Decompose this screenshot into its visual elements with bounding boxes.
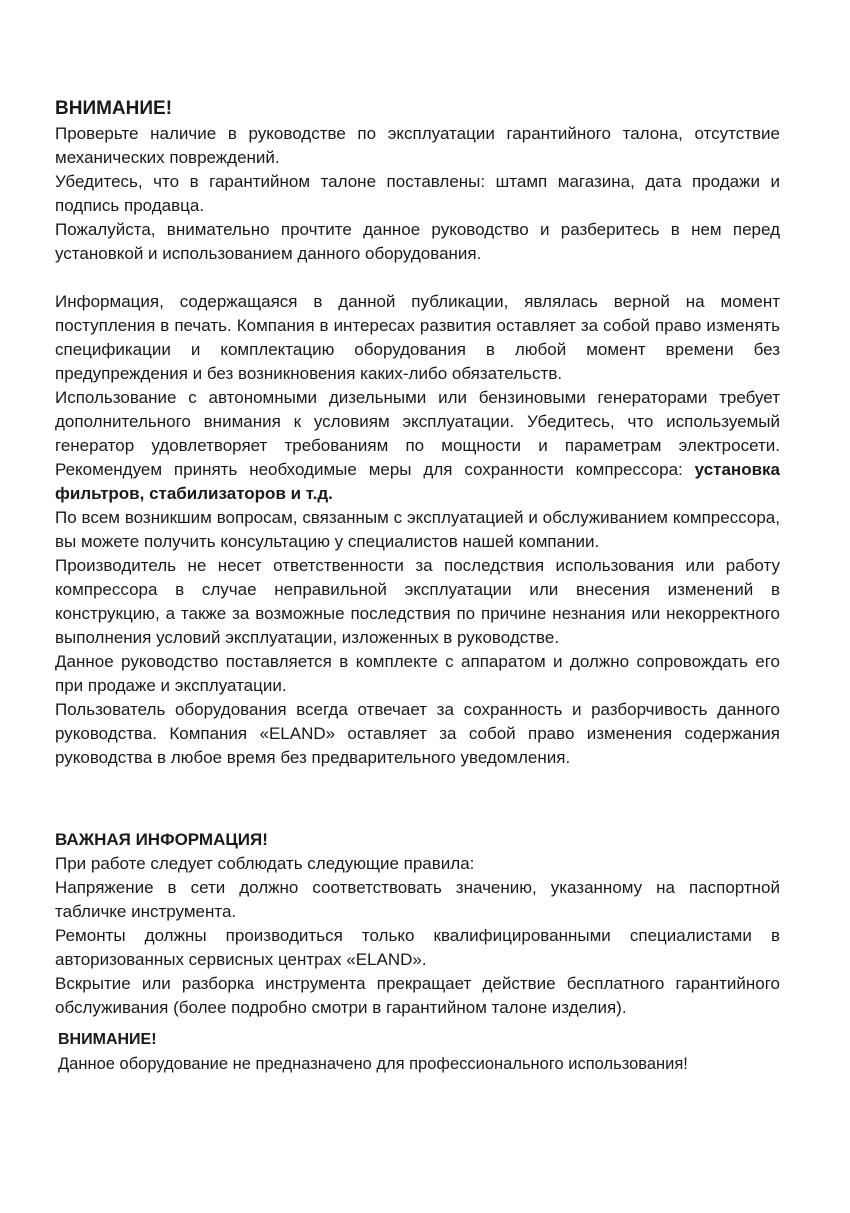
warning-paragraph-guarantee: Проверьте наличие в руководстве по эксплуатации гарантийного талона, отсутствие механических повреждений. [55, 124, 780, 167]
final-warning-paragraph: Данное оборудование не предназначено для профессионального использования! [58, 1055, 688, 1073]
important-paragraph-opening: Вскрытие или разборка инструмента прекращает действие бесплатного гарантийного обслуживания (более подробно смотри в гарантийном талоне изделия). [55, 974, 780, 1017]
important-paragraph-rules: При работе следует соблюдать следующие правила: [55, 854, 475, 873]
important-paragraph-voltage: Напряжение в сети должно соответствовать значению, указанному на паспортной табличке инструмента. [55, 878, 780, 921]
warning-paragraph-stamp: Убедитесь, что в гарантийном талоне поставлены: штамп магазина, дата продажи и подпись продавца. [55, 172, 780, 215]
info-section [55, 290, 780, 770]
info-paragraph-liability: Производитель не несет ответственности за последствия использования или работу компрессора в случае неправильной эксплуатации или внесения изменений в конструкцию, а также за возможные последствия по причине незнания или некорректного выполнения условий эксплуатации, изложенных в руководстве. [55, 556, 780, 647]
final-warning-section [58, 1028, 780, 1076]
document-page [55, 96, 780, 1076]
important-paragraph-repairs: Ремонты должны производиться только квалифицированными специалистами в авторизованных сервисных центрах «ELAND». [55, 926, 780, 969]
warning-section [55, 96, 780, 266]
warning-paragraph-read-manual: Пожалуйста, внимательно прочтите данное руководство и разберитесь в нем перед установкой и использованием данного оборудования. [55, 220, 780, 263]
info-paragraph-generators [55, 386, 780, 506]
info-paragraph-questions: По всем возникшим вопросам, связанным с эксплуатацией и обслуживанием компрессора, вы можете получить консультацию у специалистов нашей компании. [55, 508, 780, 551]
important-section [55, 828, 780, 1020]
info-generators-text: Использование с автономными дизельными или бензиновыми генераторами требует дополнительного внимания к условиям эксплуатации. Убедитесь, что используемый генератор удовлетворяет требованиям по мощности и параметрам электросети. Рекомендуем принять необходимые меры для сохранности компрессора: [55, 388, 780, 479]
final-warning-heading: ВНИМАНИЕ! [58, 1031, 157, 1048]
warning-heading: ВНИМАНИЕ! [55, 98, 173, 119]
info-paragraph-supply: Данное руководство поставляется в комплекте с аппаратом и должно сопровождать его при продаже и эксплуатации. [55, 652, 780, 695]
important-heading: ВАЖНАЯ ИНФОРМАЦИЯ! [55, 830, 268, 849]
info-generators-bold: установка фильтров, стабилизаторов и т.д. [55, 460, 780, 503]
info-paragraph-publication: Информация, содержащаяся в данной публикации, являлась верной на момент поступления в печать. Компания в интересах развития оставляет за собой право изменять спецификации и комплектацию оборудования в любой момент времени без предупреждения и без возникновения каких-либо обязательств. [55, 292, 780, 383]
info-paragraph-user: Пользователь оборудования всегда отвечает за сохранность и разборчивость данного руководства. Компания «ELAND» оставляет за собой право изменения содержания руководства в любое время без предварительного уведомления. [55, 700, 780, 767]
